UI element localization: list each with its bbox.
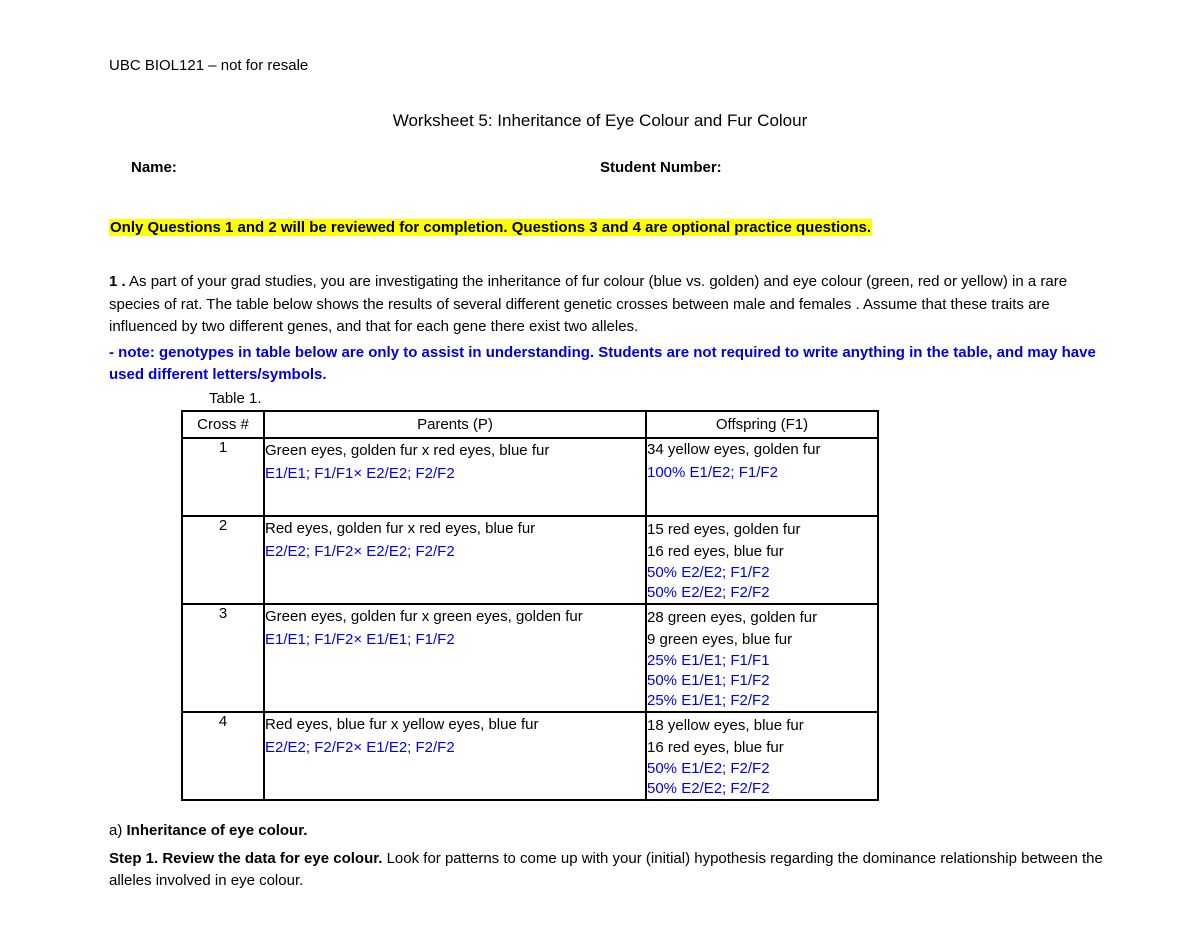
- cross-number: 2: [182, 516, 264, 604]
- offspring-phenotype: 34 yellow eyes, golden fur: [647, 441, 821, 458]
- table-row: [182, 604, 878, 712]
- page-title: Worksheet 5: Inheritance of Eye Colour and Fur Colour: [392, 111, 808, 130]
- student-number-label: Student Number:: [600, 159, 722, 176]
- parents-cell: [264, 604, 646, 712]
- crosses-table: [181, 410, 879, 801]
- offspring-genotype: 25% E1/E1; F1/F1: [647, 652, 770, 669]
- offspring-genotype: 50% E1/E1; F1/F2: [647, 672, 770, 689]
- step-1-text: Look for patterns to come up with your (initial) hypothesis regarding the dominance relationship between the alleles involved in eye colour.: [109, 850, 1103, 889]
- column-header: Offspring (F1): [646, 411, 878, 438]
- parents-cell: [264, 438, 646, 516]
- offspring-cell: [646, 516, 878, 604]
- cross-number: 3: [182, 604, 264, 712]
- question-body: As part of your grad studies, you are investigating the inheritance of fur colour (blue vs. golden) and eye colour (green, red or yellow) in a rare species of rat. The table below shows the results of several different genetic crosses between male and females . Assume that these traits are influenced by two different genes, and that for each gene there exist two alleles.: [109, 273, 1068, 335]
- table-row: [182, 438, 878, 516]
- offspring-genotype: 100% E1/E2; F1/F2: [647, 464, 778, 481]
- completion-notice: Only Questions 1 and 2 will be reviewed for completion. Questions 3 and 4 are optional practice questions.: [110, 219, 872, 236]
- parents-genotype: E2/E2; F2/F2× E1/E2; F2/F2: [265, 739, 455, 756]
- question-1-text: [109, 271, 1109, 339]
- course-header: UBC BIOL121 – not for resale: [109, 57, 309, 74]
- offspring-cell: [646, 604, 878, 712]
- offspring-cell: [646, 438, 878, 516]
- parents-cell: [264, 516, 646, 604]
- parents-genotype: E1/E1; F1/F1× E2/E2; F2/F2: [265, 465, 455, 482]
- question-number: 1 .: [109, 273, 126, 290]
- table-caption: Table 1.: [209, 390, 262, 407]
- name-label: Name:: [131, 159, 177, 176]
- table-row: [182, 516, 878, 604]
- parents-phenotype: Red eyes, golden fur x red eyes, blue fur: [265, 520, 536, 537]
- column-header: Parents (P): [264, 411, 646, 438]
- parents-genotype: E1/E1; F1/F2× E1/E1; F1/F2: [265, 631, 455, 648]
- step-1-paragraph: [109, 848, 1149, 892]
- offspring-genotype: 25% E1/E1; F2/F2: [647, 692, 770, 709]
- offspring-phenotype: 16 red eyes, blue fur: [647, 543, 784, 560]
- parents-phenotype: Red eyes, blue fur x yellow eyes, blue fur: [265, 716, 539, 733]
- offspring-phenotype: 18 yellow eyes, blue fur: [647, 717, 804, 734]
- part-a-heading: [109, 822, 307, 839]
- column-header: Cross #: [182, 411, 264, 438]
- offspring-phenotype: 9 green eyes, blue fur: [647, 631, 793, 648]
- parents-phenotype: Green eyes, golden fur x green eyes, golden fur: [265, 608, 583, 625]
- genotype-note: - note: genotypes in table below are only to assist in understanding. Students are not required to write anything in the table, and may have used different letters/symbols.: [109, 344, 1096, 383]
- step-1-heading: Step 1. Review the data for eye colour.: [109, 850, 383, 867]
- part-a-prefix: a): [109, 822, 123, 839]
- parents-phenotype: Green eyes, golden fur x red eyes, blue fur: [265, 442, 550, 459]
- offspring-genotype: 50% E2/E2; F1/F2: [647, 564, 770, 581]
- parents-genotype: E2/E2; F1/F2× E2/E2; F2/F2: [265, 543, 455, 560]
- table-header-row: [182, 411, 878, 438]
- offspring-cell: [646, 712, 878, 800]
- offspring-genotype: 50% E2/E2; F2/F2: [647, 584, 770, 601]
- offspring-phenotype: 15 red eyes, golden fur: [647, 521, 801, 538]
- offspring-genotype: 50% E2/E2; F2/F2: [647, 780, 770, 797]
- offspring-phenotype: 16 red eyes, blue fur: [647, 739, 784, 756]
- cross-number: 1: [182, 438, 264, 516]
- part-a-title: Inheritance of eye colour.: [126, 822, 308, 839]
- table-row: [182, 712, 878, 800]
- offspring-genotype: 50% E1/E2; F2/F2: [647, 760, 770, 777]
- cross-number: 4: [182, 712, 264, 800]
- offspring-phenotype: 28 green eyes, golden fur: [647, 609, 818, 626]
- parents-cell: [264, 712, 646, 800]
